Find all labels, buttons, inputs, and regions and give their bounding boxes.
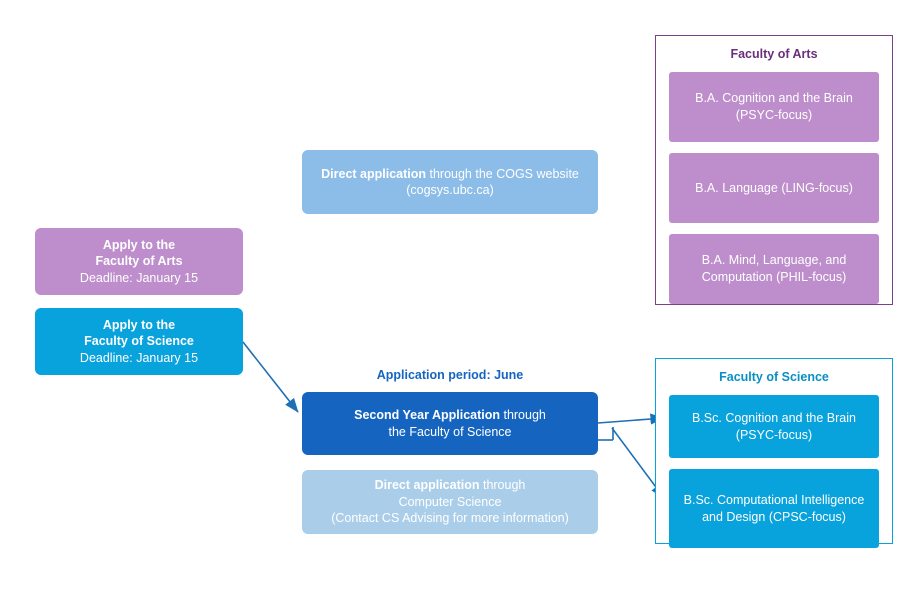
- second-year-application-box[interactable]: [302, 392, 598, 455]
- direct-cogs-bold: Direct application: [321, 166, 427, 181]
- program-ba-mind-language-computation[interactable]: [669, 234, 879, 304]
- ba-language-line-1: B.A. Language: [695, 180, 778, 195]
- ba-mlc-line-3: (PHIL-focus): [776, 270, 847, 284]
- direct-application-cogs-box[interactable]: [302, 150, 598, 214]
- apply-faculty-of-science-box[interactable]: [35, 308, 243, 375]
- apply-arts-line-1: Apply to the: [102, 237, 176, 252]
- direct-cs-bold: Direct application: [374, 478, 480, 493]
- second-year-suffix: through: [500, 408, 546, 422]
- ba-cogbrain-line-1: B.A. Cognition and the Brain: [695, 91, 853, 106]
- program-bsc-computational-intelligence-and-design[interactable]: [669, 469, 879, 548]
- apply-arts-line-2: Faculty of Arts: [95, 254, 183, 269]
- apply-science-deadline: Deadline: January 15: [79, 350, 199, 365]
- apply-science-line-2: Faculty of Science: [84, 334, 194, 349]
- second-year-bold: Second Year Application: [354, 408, 500, 422]
- second-year-line-2: the Faculty of Science: [388, 424, 512, 439]
- application-period-label: Application period: June: [376, 368, 524, 382]
- second-year-line-1: [312, 407, 588, 424]
- bsc-cid-line-2: Intelligence and Design: [702, 492, 865, 524]
- direct-cs-line-3: (Contact CS Advising for more information): [331, 511, 569, 526]
- faculty-of-arts-panel: [655, 35, 893, 305]
- program-ba-language[interactable]: [669, 153, 879, 223]
- faculty-of-science-title: Faculty of Science: [719, 370, 829, 384]
- ba-mlc-line-2: Computation: [701, 270, 773, 284]
- bsc-cid-line-3: (CPSC-focus): [768, 509, 846, 524]
- ba-language-line-2: (LING-focus): [781, 180, 853, 195]
- apply-science-line-1: Apply to the: [102, 317, 176, 332]
- ba-cogbrain-line-2: (PSYC-focus): [735, 108, 813, 122]
- faculty-of-arts-program-list: [669, 72, 879, 315]
- direct-cs-line-2: Computer Science: [398, 494, 502, 509]
- faculty-of-science-program-list: [669, 395, 879, 559]
- program-bsc-cognition-and-the-brain[interactable]: [669, 395, 879, 458]
- bsc-cogbrain-line-2: (PSYC-focus): [735, 427, 813, 442]
- direct-cogs-suffix: through the COGS website: [426, 166, 579, 181]
- direct-cs-suffix: through: [479, 478, 526, 493]
- direct-cs-line-1: [312, 477, 588, 494]
- bsc-cid-line-1: B.Sc. Computational: [683, 492, 798, 507]
- faculty-of-arts-title: Faculty of Arts: [730, 47, 818, 61]
- direct-application-cs-box[interactable]: [302, 470, 598, 534]
- bsc-cogbrain-line-1: B.Sc. Cognition and the Brain: [692, 410, 856, 425]
- apply-arts-deadline: Deadline: January 15: [79, 270, 199, 285]
- direct-cogs-line-2: (cogsys.ubc.ca): [406, 183, 494, 197]
- faculty-of-science-panel: [655, 358, 893, 544]
- program-ba-cognition-and-the-brain[interactable]: [669, 72, 879, 142]
- ba-mlc-line-1: B.A. Mind, Language, and: [701, 253, 847, 268]
- direct-cogs-line-1: [312, 166, 588, 183]
- apply-faculty-of-arts-box[interactable]: [35, 228, 243, 295]
